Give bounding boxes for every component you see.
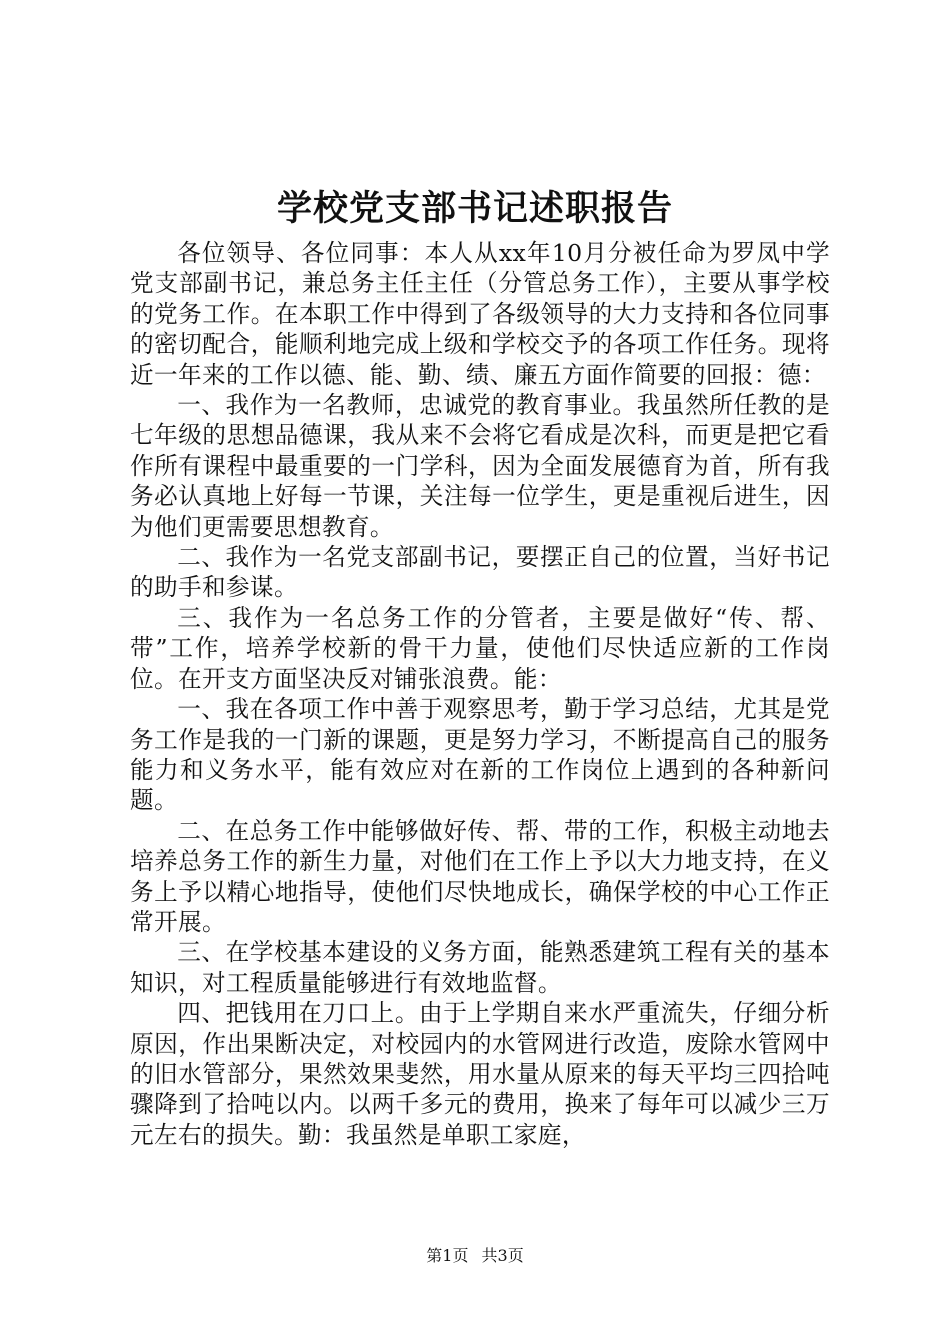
paragraph-de-2: 二、我作为一名党支部副书记，要摆正自己的位置，当好书记的助手和参谋。 bbox=[130, 543, 830, 602]
paragraph-neng-3: 三、在学校基本建设的义务方面，能熟悉建筑工程有关的基本知识，对工程质量能够进行有效地监督。 bbox=[130, 938, 830, 997]
paragraph-neng-1: 一、我在各项工作中善于观察思考，勤于学习总结，尤其是党务工作是我的一门新的课题，更是努力学习，不断提高自己的服务能力和义务水平，能有效应对在新的工作岗位上遇到的各种新问题。 bbox=[130, 695, 830, 815]
paragraph-de-3: 三、我作为一名总务工作的分管者，主要是做好“传、帮、带”工作，培养学校新的骨干力量，使他们尽快适应新的工作岗位。在开支方面坚决反对铺张浪费。能： bbox=[130, 603, 830, 693]
paragraph-de-1: 一、我作为一名教师，忠诚党的教育事业。我虽然所任教的是七年级的思想品德课，我从来不会将它看成是次科，而更是把它看作所有课程中最重要的一门学科，因为全面发展德育为首，所有我务必认真地上好每一节课，关注每一位学生，更是重视后进生，因为他们更需要思想教育。 bbox=[130, 391, 830, 541]
document-body bbox=[130, 238, 830, 1150]
paragraph-intro: 各位领导、各位同事：本人从xx年10月分被任命为罗凤中学党支部副书记，兼总务主任主任（分管总务工作），主要从事学校的党务工作。在本职工作中得到了各级领导的大力支持和各位同事的密切配合，能顺利地完成上级和学校交予的各项工作任务。现将近一年来的工作以德、能、勤、绩、廉五方面作简要的回报：德： bbox=[130, 239, 830, 389]
document-title: 学校党支部书记述职报告 bbox=[276, 188, 673, 229]
paragraph-neng-4: 四、把钱用在刀口上。由于上学期自来水严重流失，仔细分析原因，作出果断决定，对校园内的水管网进行改造，废除水管网中的旧水管部分，果然效果斐然，用水量从原来的每天平均三四拾吨骤降到了拾吨以内。以两千多元的费用，换来了每年可以减少三万元左右的损失。勤：我虽然是单职工家庭， bbox=[130, 999, 830, 1149]
page-total: 共3页 bbox=[481, 1246, 524, 1265]
paragraph-neng-2: 二、在总务工作中能够做好传、帮、带的工作，积极主动地去培养总务工作的新生力量，对他们在工作上予以大力地支持，在义务上予以精心地指导，使他们尽快地成长，确保学校的中心工作正常开展。 bbox=[130, 816, 830, 936]
page-footer bbox=[0, 1246, 950, 1266]
page-number: 第1页 bbox=[426, 1246, 469, 1265]
